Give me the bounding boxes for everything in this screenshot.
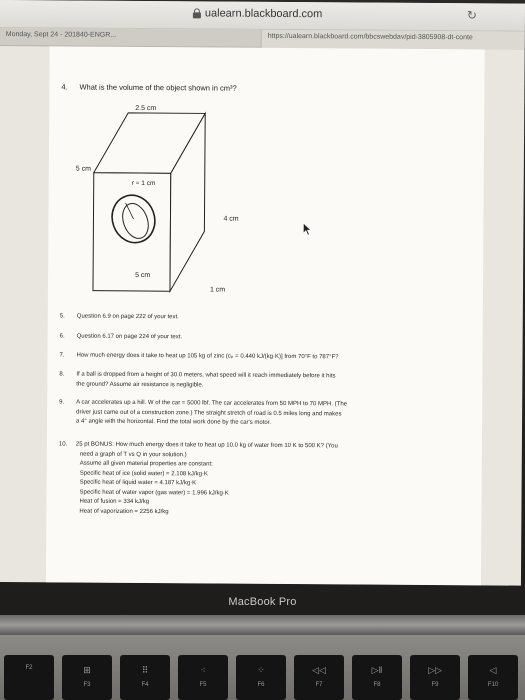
question-line: Question 6.9 on page 222 of your text.: [76, 313, 179, 321]
document-page: [46, 46, 485, 585]
mute-icon: ◁: [489, 665, 497, 675]
question-line: Question 6.17 on page 224 of your text.: [76, 333, 183, 341]
dim-bottom-label: 5 cm: [135, 271, 151, 280]
block-with-hole-diagram: [63, 104, 264, 295]
mouse-pointer-icon: [303, 223, 311, 235]
play-pause-icon: ▷‖: [371, 665, 383, 675]
key-label: F7: [315, 682, 323, 688]
key-label: F3: [83, 682, 91, 688]
question-7: [59, 352, 472, 364]
key-f8[interactable]: [352, 655, 402, 700]
dim-radius-label: r = 1 cm: [131, 179, 156, 188]
key-label: F6: [257, 682, 265, 688]
question-line: Specific heat of ice (solid water) = 2.108 kJ/kg·K: [79, 470, 208, 477]
question-number: 7.: [59, 352, 65, 359]
question-9: [59, 399, 472, 430]
reload-icon[interactable]: ↻: [466, 8, 477, 23]
mission-control-icon: ⊞: [83, 665, 91, 675]
laptop-hinge: [0, 615, 525, 635]
key-f6[interactable]: [236, 655, 286, 700]
question-line: need a graph of T vs Q in your solution.): [79, 451, 187, 458]
question-text: What is the volume of the object shown in cm³?: [79, 82, 237, 93]
keyboard-light-up-icon: ⁘: [257, 665, 265, 675]
question-number: 9.: [59, 399, 65, 406]
keyboard-light-down-icon: ⁖: [200, 665, 206, 675]
key-f3[interactable]: [62, 655, 112, 700]
key-label: F9: [431, 682, 439, 688]
key-f7[interactable]: [294, 655, 344, 700]
question-5: [59, 313, 473, 325]
question-number: 6.: [59, 333, 65, 340]
dim-top-label: 2.5 cm: [135, 104, 157, 113]
question-line: the ground? Assume air resistance is negligible.: [76, 381, 204, 388]
lock-icon: [193, 8, 201, 18]
url-text[interactable]: ualearn.blackboard.com: [204, 7, 323, 21]
question-line: Assume all given material properties are constant:: [79, 460, 213, 468]
question-line: Specific heat of water vapor (gas water) = 1.996 kJ/kg·K: [79, 489, 229, 497]
tab-document[interactable]: https://ualearn.blackboard.com/bbcswebdav/pid-3805908-dt-conte: [262, 30, 525, 50]
dim-height-label: 4 cm: [223, 215, 239, 223]
question-line: driver just came out of a construction zone.) The straight stretch of road is 0.5 miles long and makes: [76, 409, 342, 417]
key-label: F2: [25, 665, 33, 671]
question-line: If a ball is dropped from a height of 30.0 meters, what speed will it reach immediately before it hits: [76, 371, 336, 380]
macbook-brand-label: MacBook Pro: [228, 596, 297, 608]
key-f9[interactable]: [410, 655, 460, 700]
question-line: Heat of vaporization = 2256 kJ/kg: [79, 508, 169, 515]
question-4: [61, 82, 236, 92]
question-8: [59, 371, 472, 393]
key-f2[interactable]: [4, 655, 54, 700]
key-label: F8: [373, 682, 381, 688]
question-number: 10.: [58, 441, 68, 448]
question-number: 8.: [59, 371, 65, 378]
dim-thickness-label: 1 cm: [209, 286, 226, 294]
question-line: Specific heat of liquid water = 4.187 kJ/kg·K: [79, 479, 197, 487]
question-6: [59, 333, 473, 345]
question-number: 5.: [59, 313, 65, 320]
question-line: Heat of fusion = 334 kJ/kg: [79, 498, 150, 506]
question-line: 25 pt BONUS: How much energy does it take to heat up 10.0 kg of water from 10 K to 500 K? (You: [75, 441, 338, 450]
question-line: A car accelerates up a hill. W of the car = 5000 lbf. The car accelerates from 50 MPH to 70 MPH. (The: [76, 399, 348, 408]
key-label: F5: [199, 682, 207, 688]
key-f10[interactable]: [468, 655, 518, 700]
question-line: a 4° angle with the horizontal. Find the total work done by the car's motor.: [76, 418, 272, 426]
function-key-row: [0, 655, 525, 700]
question-line: How much energy does it take to heat up 105 kg of zinc (cₚ = 0.440 kJ/(kg·K)] from 70°F to 787°F?: [76, 352, 339, 361]
key-f4[interactable]: [120, 655, 170, 700]
launchpad-icon: ⠿: [141, 665, 149, 675]
key-label: F4: [141, 682, 149, 688]
tab-course[interactable]: Monday, Sept 24 - 201840-ENGR...: [0, 28, 262, 48]
fast-forward-icon: ▷▷: [428, 665, 442, 675]
question-10: [58, 441, 472, 520]
key-label: F10: [487, 682, 499, 688]
rewind-icon: ◁◁: [312, 665, 326, 675]
dim-left-label: 5 cm: [75, 165, 92, 173]
browser-address-bar[interactable]: [0, 0, 525, 32]
key-f5[interactable]: [178, 655, 228, 700]
question-number: 4.: [61, 82, 68, 92]
